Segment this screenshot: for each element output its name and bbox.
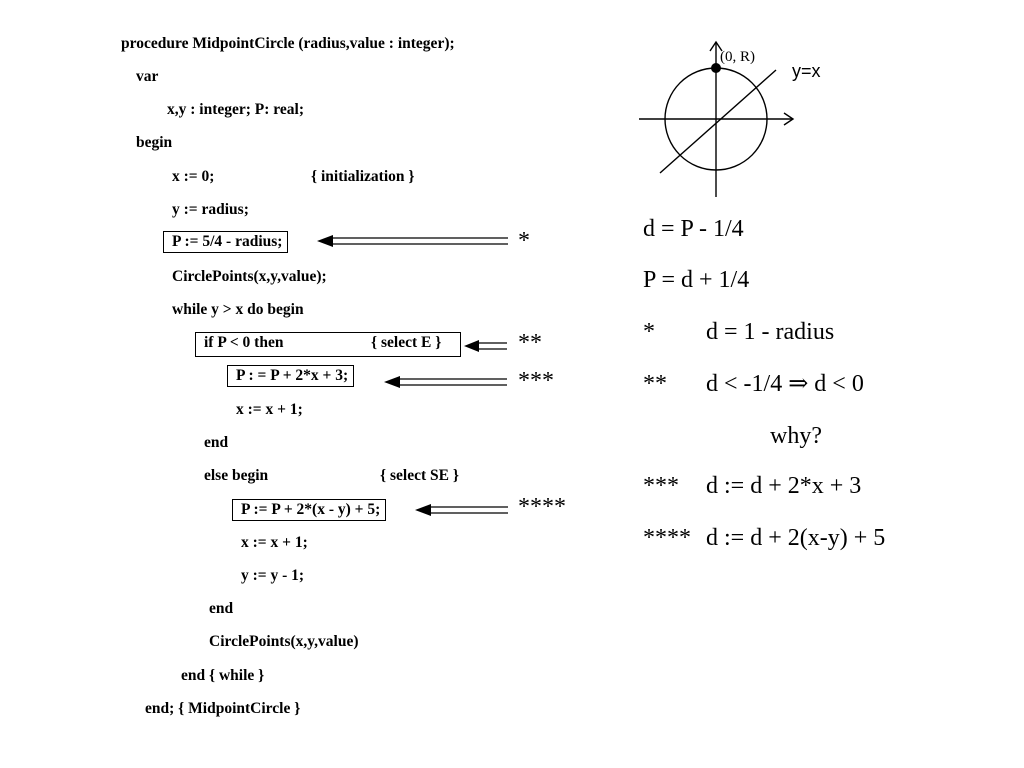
code-line-end-2: end xyxy=(209,600,234,617)
code-line-else: else begin xyxy=(204,467,269,484)
note-val-2: d < -1/4 ⇒ d < 0 xyxy=(706,371,864,397)
note-why: why? xyxy=(770,423,822,449)
marker-2: ** xyxy=(518,330,542,356)
double-arrow-4 xyxy=(428,507,508,513)
marker-4: **** xyxy=(518,494,566,520)
arrowhead-4 xyxy=(415,504,431,516)
code-line-var: var xyxy=(136,68,159,85)
code-comment-select-e: { select E } xyxy=(371,334,442,351)
marker-3: *** xyxy=(518,368,554,394)
code-line-y-dec: y := y - 1; xyxy=(241,567,305,584)
code-line-x-inc-2: x := x + 1; xyxy=(241,534,308,551)
note-key-4: **** xyxy=(643,525,691,551)
code-box-update-se: P := P + 2*(x - y) + 5; xyxy=(232,499,386,521)
code-line-end-while: end { while } xyxy=(181,667,265,684)
code-line-circlepoints-2: CirclePoints(x,y,value) xyxy=(209,633,359,650)
note-key-2: ** xyxy=(643,371,667,397)
note-d-equals: d = P - 1/4 xyxy=(643,216,744,242)
code-comment-select-se: { select SE } xyxy=(380,467,459,484)
double-arrow-3 xyxy=(397,379,507,385)
note-val-4: d := d + 2(x-y) + 5 xyxy=(706,525,886,551)
code-line-x-inc-1: x := x + 1; xyxy=(236,401,303,418)
code-comment-initialization: { initialization } xyxy=(311,168,415,185)
marker-1: * xyxy=(518,228,530,254)
line-label: y=x xyxy=(792,61,821,81)
note-p-equals: P = d + 1/4 xyxy=(643,267,750,293)
note-key-1: * xyxy=(643,319,655,345)
code-line-end-procedure: end; { MidpointCircle } xyxy=(145,700,301,717)
code-line-init-x: x := 0; xyxy=(172,168,215,185)
point-label: (0, R) xyxy=(720,49,755,65)
code-line-end-1: end xyxy=(204,434,229,451)
code-line-while: while y > x do begin xyxy=(172,301,304,318)
note-val-1: d = 1 - radius xyxy=(706,319,835,345)
arrowhead-3 xyxy=(384,376,400,388)
arrowhead-1 xyxy=(317,235,333,247)
arrowhead-2 xyxy=(464,340,479,352)
double-arrow-1 xyxy=(330,238,508,244)
note-val-3: d := d + 2*x + 3 xyxy=(706,473,862,499)
code-line-if: if P < 0 then xyxy=(204,334,284,351)
code-line-begin: begin xyxy=(136,134,173,151)
code-line-declarations: x,y : integer; P: real; xyxy=(167,101,305,118)
note-key-3: *** xyxy=(643,473,679,499)
code-line-init-y: y := radius; xyxy=(172,201,249,218)
code-line-circlepoints-1: CirclePoints(x,y,value); xyxy=(172,268,327,285)
double-arrow-2 xyxy=(476,343,507,349)
code-line-procedure: procedure MidpointCircle (radius,value : integer); xyxy=(121,35,455,52)
code-box-update-e: P : = P + 2*x + 3; xyxy=(227,365,354,387)
code-box-init-p: P := 5/4 - radius; xyxy=(163,231,288,253)
